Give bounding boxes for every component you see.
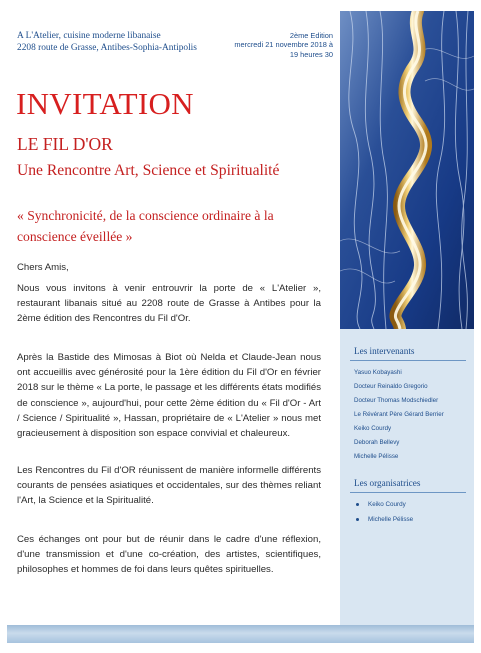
intervenant-item: Docteur Reinaldo Gregorio [354,383,428,390]
intervenants-heading: Les intervenants [354,346,415,356]
paragraph-history: Après la Bastide des Mimosas à Biot où Nelda et Claude-Jean nous ont accueillis avec générosité pour la 1ère édition du Fil d'Or en février 2018 sur le thème « La porte, le passage et les différents états modifiés de conscience », aujourd'hui, pour cette 2ème édition du « Fil d'Or - Art / Science / Spiritualité », Hassan, propriétaire de « L'Atelier » nous met gracieusement à disposition son espace convivial et chaleureux. [17,352,321,440]
golden-thread-photo [340,11,474,329]
organisatrice-item [356,501,406,508]
intervenant-item: Keiko Courdy [354,425,392,432]
edition-time: 19 heures 30 [289,49,333,59]
intervenant-item: Docteur Thomas Modschiedler [354,397,439,404]
edition-date: mercredi 21 novembre 2018 à [234,40,333,50]
organisatrice-item [356,516,413,523]
intervenant-item: Deborah Bellevy [354,439,400,446]
intervenant-item: Michelle Pélisse [354,453,399,460]
greeting: Chers Amis, [17,262,69,273]
paragraph-invitation: Nous vous invitons à venir entrouvrir la porte de « L'Atelier », restaurant libanais situé au 2208 route de Grasse à Antibes pour la 2ème édition des Rencontres du Fil d'Or. [17,283,321,325]
venue-name: A L'Atelier, cuisine moderne libanaise [17,31,161,41]
organisatrice-name: Keiko Courdy [368,501,406,508]
bullet-icon [356,503,359,506]
edition-number: 2ème Edition [289,31,333,40]
intervenant-item: Yasuo Kobayashi [354,369,402,376]
venue-street: 2208 route de Grasse, Antibes-Sophia-Antipolis [17,42,197,53]
paragraph-rencontres: Les Rencontres du Fil d'OR réunissent de manière informelle différents courants de pensées asiatiques et occidentales, sur des thèmes reliant l'Art, la Science et la Spiritualité. [17,465,321,507]
event-tagline: Une Rencontre Art, Science et Spiritualité [17,162,280,179]
event-name: LE FIL D'OR [17,134,113,154]
organisatrices-heading: Les organisatrices [354,478,421,488]
divider [350,360,466,361]
paragraph-purpose: Ces échanges ont pour but de réunir dans le cadre d'une réflexion, d'une transmission et d'une co-création, des artistes, scientifiques, philosophes et hommes de foi dans leurs quêtes spirituelles. [17,534,321,576]
page-title: INVITATION [16,86,194,121]
edition-info [193,31,333,59]
golden-thread-image [340,11,474,329]
footer-bar [7,625,474,643]
divider [350,492,466,493]
organisatrice-name: Michelle Pélisse [368,516,414,523]
intervenant-item: Le Révérant Père Gérard Berrier [354,411,444,418]
event-theme: « Synchronicité, de la conscience ordinaire à la conscience éveillée » [17,208,274,244]
sidebar [340,329,474,625]
bullet-icon [356,518,359,521]
